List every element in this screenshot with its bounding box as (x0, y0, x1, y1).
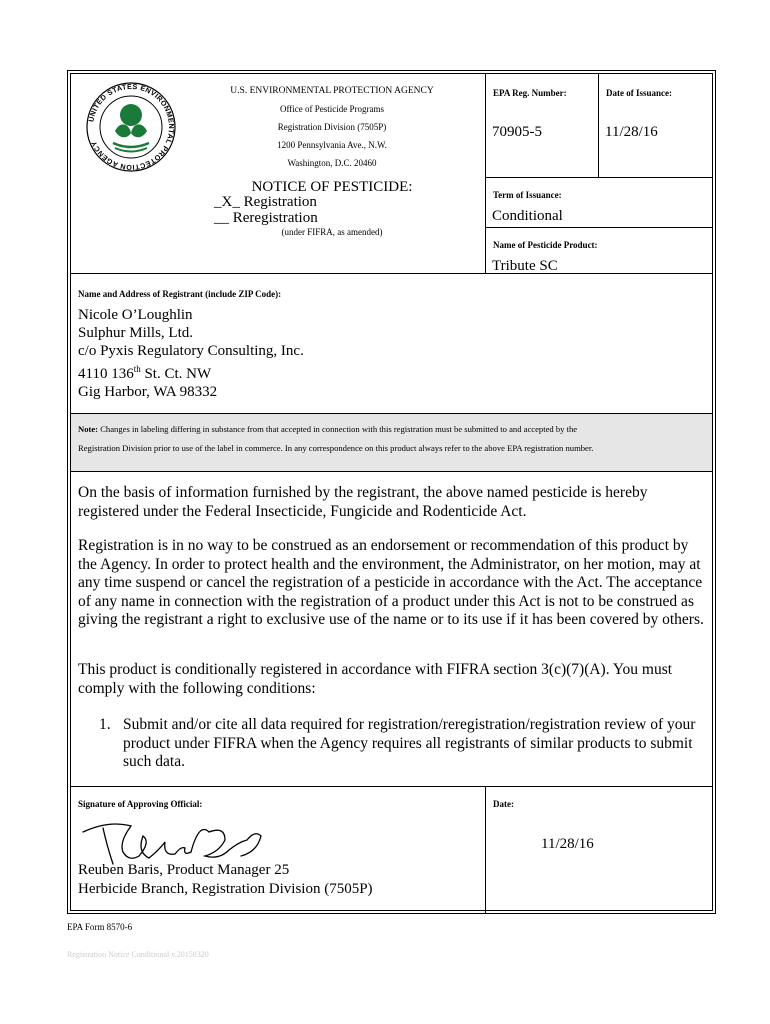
agency-street: 1200 Pennsylvania Ave., N.W. (277, 140, 387, 150)
note-label: Note: (78, 424, 99, 434)
fifra-note: (under FIFRA, as amended) (281, 227, 383, 237)
note-line-2: Registration Division prior to use of the label in commerce. In any correspondence on this product always refer to the above EPA registration number. (78, 443, 594, 453)
seal-text: UNITED STATES ENVIRONMENTAL PROTECTION AGENCY (86, 81, 177, 173)
registration-label: Registration (243, 194, 317, 210)
product-row-divider (485, 227, 712, 228)
paragraph-registration-basis: On the basis of information furnished by the registrant, the above named pesticide is hereby registered under the Federal Insecticide, Fungicide and Rodenticide Act. (78, 484, 648, 520)
term-row-divider (485, 177, 712, 178)
registration-mark: _X_ (214, 194, 240, 210)
reregistration-label: Reregistration (232, 210, 318, 226)
reregistration-mark: __ (214, 210, 229, 226)
registrant-company: Sulphur Mills, Ltd. (78, 325, 194, 341)
reg-number-value: 70905-5 (492, 124, 542, 140)
note-top-divider (71, 413, 712, 414)
agency-city: Washington, D.C. 20460 (287, 158, 377, 168)
paragraph-no-endorsement: Registration is in no way to be construed as an endorsement or recommendation of this product by the Agency. In order to protect health and the environment, the Administrator, on her motion, may at any time suspend or cancel the registration of a pesticide in accordance with the Act. The acceptance of any name in connection with the registration of a product under this Act is not to be construed as giving the registrant a right to exclusive use of the name or to its use if it has been covered by others. (78, 537, 704, 628)
date-label: Date: (493, 799, 514, 809)
registration-form (67, 70, 716, 914)
agency-name: U.S. ENVIRONMENTAL PROTECTION AGENCY (230, 86, 434, 96)
epa-seal-icon (85, 81, 177, 173)
product-name-label: Name of Pesticide Product: (493, 240, 598, 250)
paragraph-conditional: This product is conditionally registered in accordance with FIFRA section 3(c)(7)(A). You must comply with the following conditions: (78, 661, 673, 697)
notice-title: NOTICE OF PESTICIDE: (251, 179, 413, 195)
registrant-name: Nicole O’Loughlin (78, 307, 193, 323)
form-inner-border (70, 73, 713, 911)
signer-name-title: Reuben Baris, Product Manager 25 (78, 862, 290, 878)
agency-office: Office of Pesticide Programs (279, 104, 385, 114)
agency-division: Registration Division (7505P) (277, 122, 387, 132)
signer-branch: Herbicide Branch, Registration Division (7505P) (78, 881, 373, 897)
signature-date-value: 11/28/16 (541, 836, 594, 852)
reg-number-label: EPA Reg. Number: (493, 88, 567, 98)
right-column-divider (485, 74, 486, 273)
term-label: Term of Issuance: (493, 190, 562, 200)
registrant-street: 4110 136th St. Ct. NW (78, 364, 212, 382)
condition-1-text: Submit and/or cite all data required for registration/reregistration/registration review of your product under FIFRA when the Agency requires all registrants of similar products to submit such data. (123, 716, 696, 770)
term-value: Conditional (492, 208, 563, 224)
reregistration-line (214, 211, 318, 226)
form-number: EPA Form 8570-6 (67, 922, 133, 932)
signature-label: Signature of Approving Official: (78, 799, 203, 809)
signature-divider (71, 786, 712, 787)
registrant-address (78, 306, 304, 401)
condition-1-number: 1. (99, 716, 111, 733)
form-version: Registration Notice Conditional v.20150320 (67, 950, 209, 959)
registrant-city: Gig Harbor, WA 98332 (78, 384, 218, 400)
registration-line (214, 195, 317, 210)
note-line-1: Note: Changes in labeling differing in substance from that accepted in connection with this registration must be submitted to and accepted by the (78, 424, 578, 434)
issuance-date-label: Date of Issuance: (606, 88, 672, 98)
date-column-divider (598, 74, 599, 177)
note-box (71, 413, 712, 471)
registrant-label: Name and Address of Registrant (include ZIP Code): (78, 289, 282, 299)
registrant-divider (71, 273, 712, 274)
issuance-date-value: 11/28/16 (605, 124, 658, 140)
product-name-value: Tribute SC (492, 258, 558, 274)
note-bottom-divider (71, 471, 712, 472)
registrant-care-of: c/o Pyxis Regulatory Consulting, Inc. (78, 343, 304, 359)
signature-date-divider (485, 786, 486, 914)
